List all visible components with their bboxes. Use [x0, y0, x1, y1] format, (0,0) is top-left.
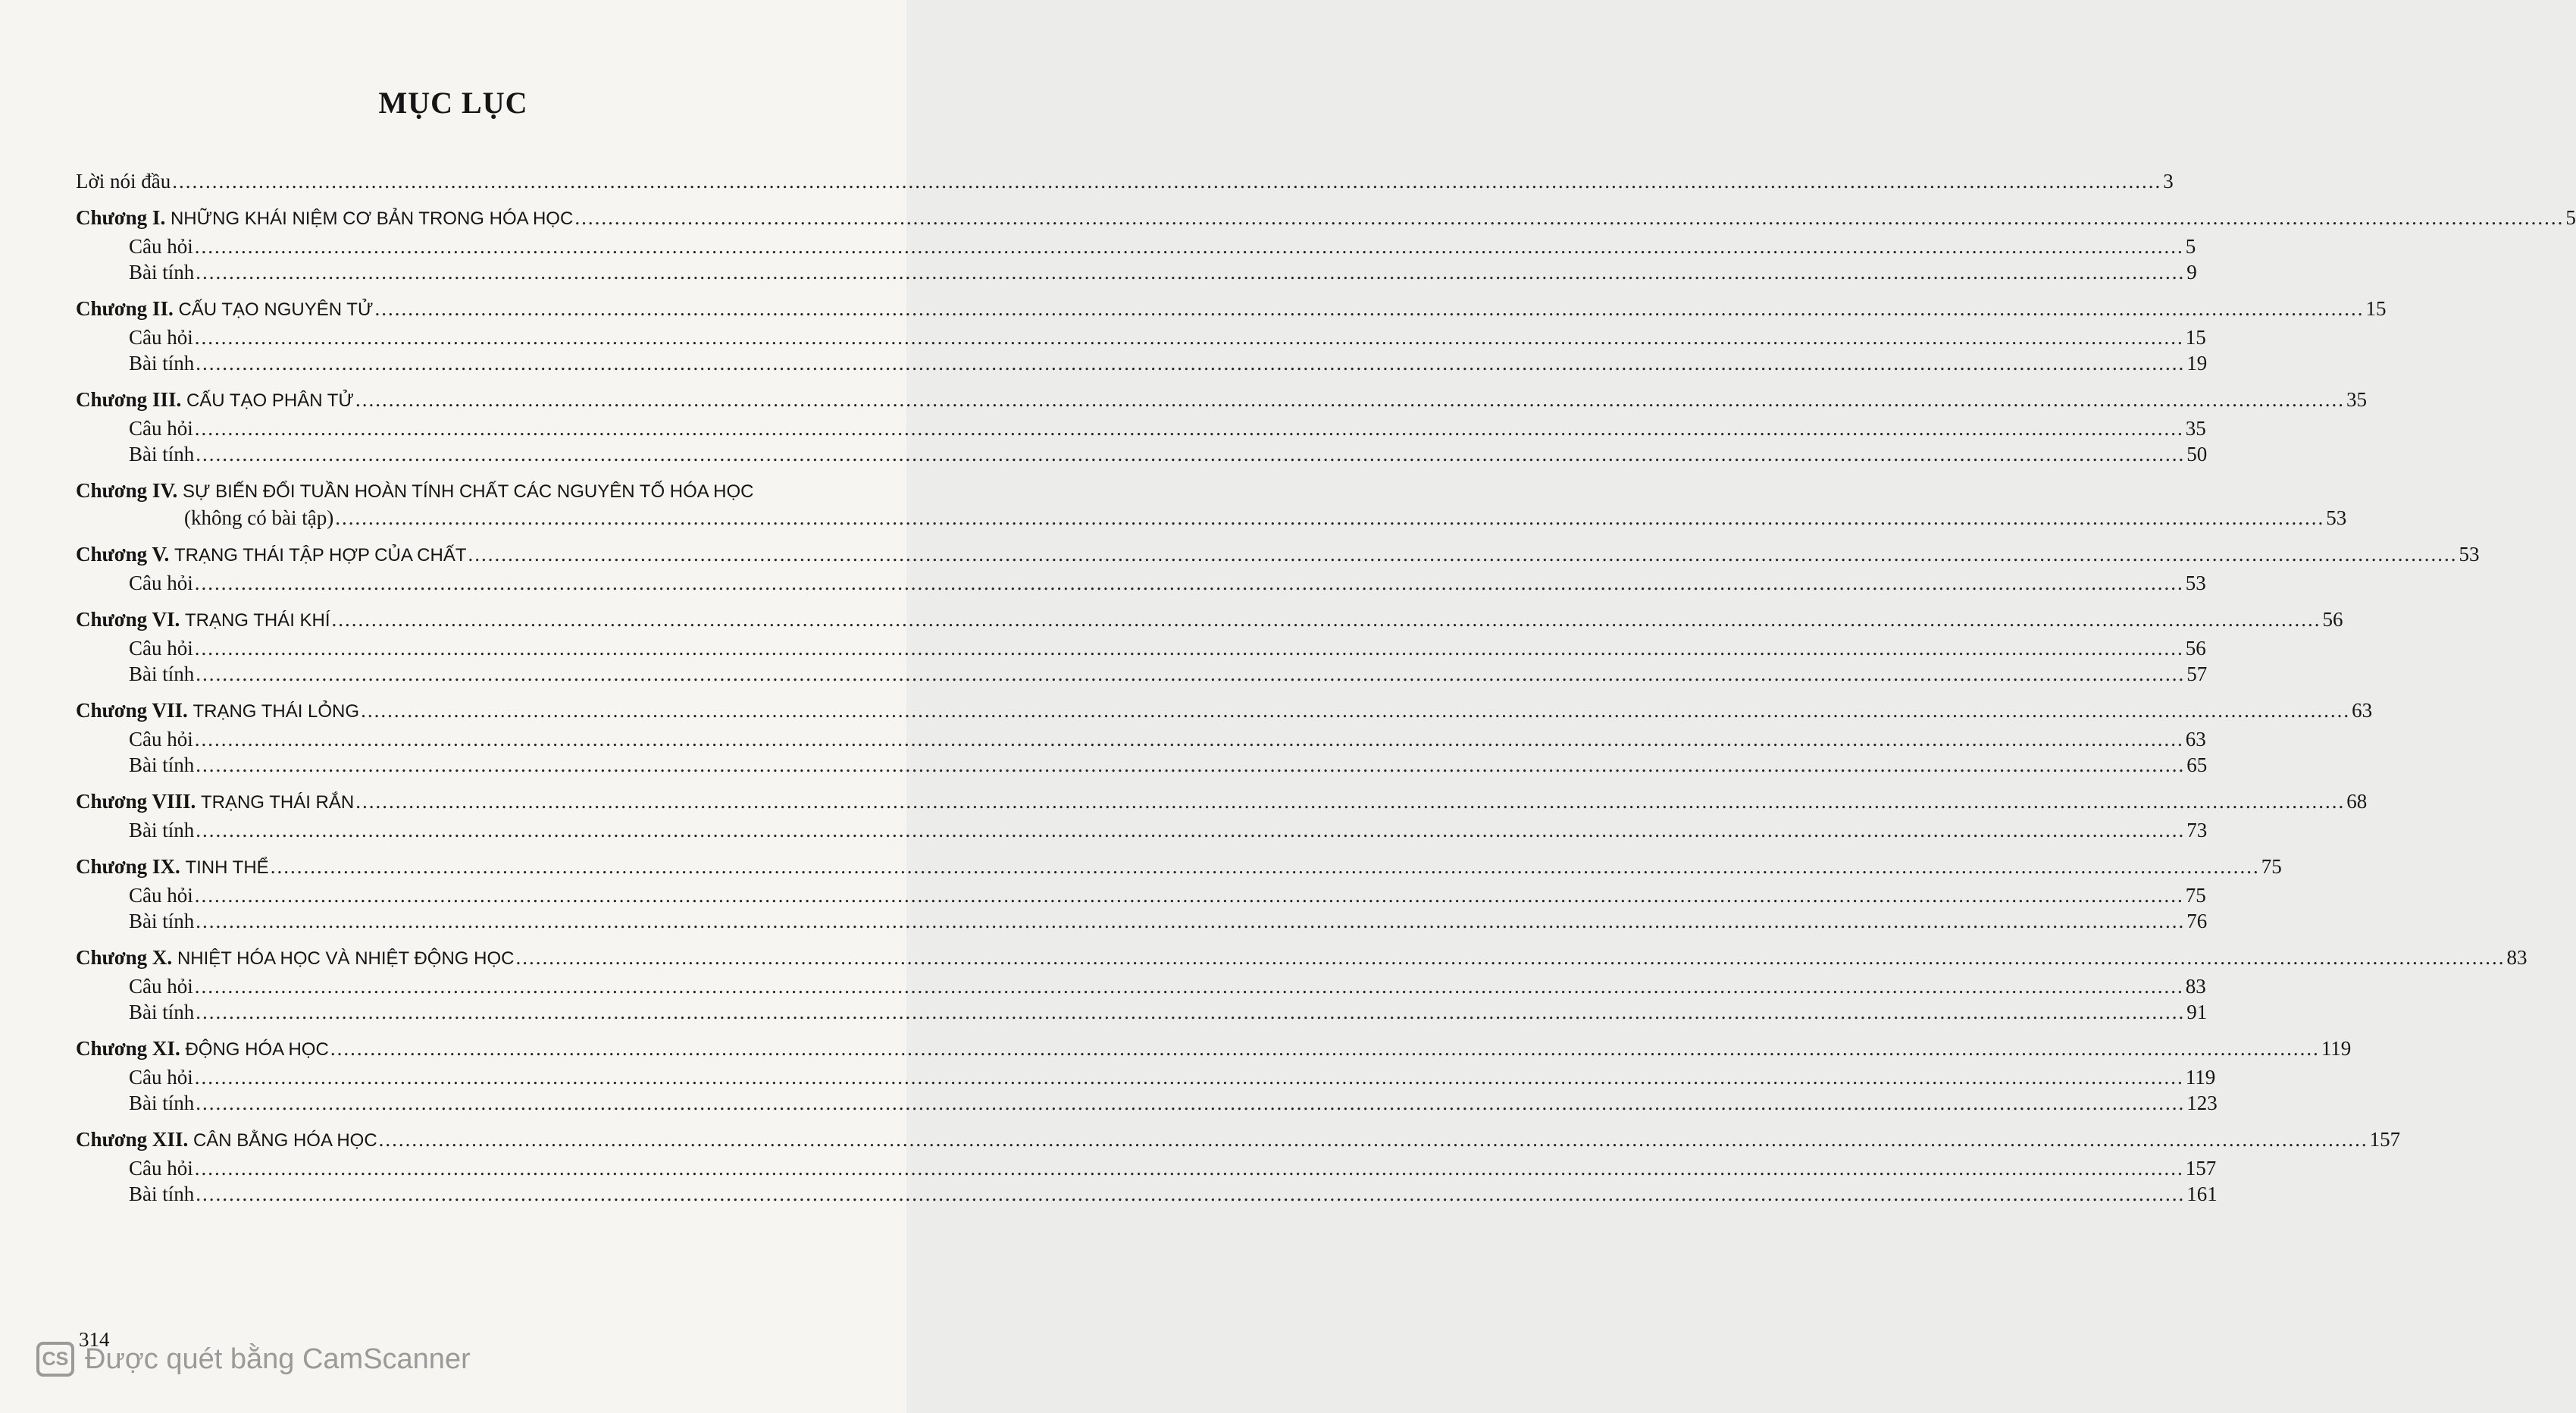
- chapter-list: [76, 205, 2576, 1207]
- toc-page-number: 56: [2185, 637, 2206, 660]
- toc-entry-chapter: [76, 788, 2368, 816]
- dot-leader: ............................................................................................................................................................................................................................................................................................................: [194, 572, 2184, 594]
- chapter-heading: [76, 945, 514, 972]
- chapter-title: NHIỆT HÓA HỌC VÀ NHIỆT ĐỘNG HỌC: [177, 948, 515, 969]
- dot-leader: ............................................................................................................................................................................................................................................................................................................: [331, 608, 2321, 631]
- dot-leader: ............................................................................................................................................................................................................................................................................................................: [361, 699, 2351, 722]
- toc-page-number: 65: [2186, 753, 2208, 776]
- toc-entry-chapter: [76, 541, 2480, 569]
- chapter-prefix: Chương X.: [76, 946, 173, 969]
- dot-leader: ............................................................................................................................................................................................................................................................................................................: [196, 819, 2186, 841]
- toc-entry-chapter: [76, 697, 2373, 725]
- toc-page-number: 157: [2185, 1157, 2217, 1180]
- toc-page-number: 83: [2185, 975, 2206, 998]
- toc-entry-chapter: [76, 854, 2282, 881]
- chapter-title: CẤU TẠO NGUYÊN TỬ: [178, 299, 374, 320]
- section-label: Câu hỏi: [129, 1157, 193, 1180]
- table-of-contents: [76, 168, 2576, 1207]
- dot-leader: ............................................................................................................................................................................................................................................................................................................: [196, 352, 2186, 374]
- toc-page-number: 76: [2186, 910, 2208, 932]
- dot-leader: ............................................................................................................................................................................................................................................................................................................: [194, 1066, 2184, 1089]
- chapter-heading: [76, 606, 330, 634]
- toc-page-number: 50: [2186, 443, 2208, 465]
- section-label: Câu hỏi: [129, 235, 193, 258]
- section-label: Bài tính: [129, 1183, 195, 1205]
- toc-entry-label: Lời nói đầu: [76, 170, 171, 193]
- dot-leader: ............................................................................................................................................................................................................................................................................................................: [196, 663, 2186, 685]
- toc-page-number: 119: [2185, 1066, 2216, 1089]
- chapter-title: CẤU TẠO PHÂN TỬ: [186, 390, 354, 411]
- chapter-prefix: Chương III.: [76, 388, 182, 411]
- dot-leader: ............................................................................................................................................................................................................................................................................................................: [355, 388, 2345, 411]
- chapter-prefix: Chương I.: [76, 206, 166, 229]
- toc-page-number: 73: [2186, 819, 2208, 841]
- toc-entry-section: [76, 726, 2206, 752]
- toc-page-number: 53: [2326, 506, 2347, 529]
- chapter-note: (không có bài tập): [184, 506, 334, 529]
- toc-entry-section: [76, 570, 2206, 596]
- page-number: 314: [79, 1328, 110, 1351]
- toc-entry-section: [76, 259, 2197, 285]
- toc-entry-section: [76, 635, 2206, 661]
- toc-entry-section: [76, 350, 2208, 376]
- dot-leader: ............................................................................................................................................................................................................................................................................................................: [196, 443, 2186, 465]
- toc-page-number: 53: [2185, 572, 2206, 594]
- toc-entry-section: [76, 752, 2208, 778]
- chapter-prefix: Chương XII.: [76, 1128, 189, 1151]
- toc-page-number: 161: [2186, 1183, 2218, 1205]
- toc-entry-chapter: [76, 205, 2576, 232]
- dot-leader: ............................................................................................................................................................................................................................................................................................................: [194, 728, 2184, 750]
- toc-entry-chapter: [76, 387, 2367, 414]
- toc-page-number: 35: [2185, 417, 2206, 440]
- dot-leader: ............................................................................................................................................................................................................................................................................................................: [194, 1157, 2184, 1180]
- toc-page-number: 123: [2186, 1092, 2218, 1114]
- toc-entry-section: [76, 324, 2206, 350]
- toc-entry-chapter: [76, 478, 860, 505]
- page-title: MỤC LỤC: [378, 86, 528, 120]
- chapter-prefix: Chương VIII.: [76, 790, 196, 813]
- section-label: Bài tính: [129, 1001, 195, 1023]
- dot-leader: ............................................................................................................................................................................................................................................................................................................: [172, 170, 2162, 193]
- dot-leader: ............................................................................................................................................................................................................................................................................................................: [194, 326, 2184, 349]
- chapter-title: TRẠNG THÁI LỎNG: [192, 701, 360, 722]
- camscanner-logo: CS: [36, 1342, 74, 1377]
- chapter-prefix: Chương XI.: [76, 1037, 180, 1060]
- camscanner-watermark: [36, 1342, 471, 1377]
- chapter-heading: [76, 387, 354, 414]
- toc-entry-chapter: [76, 1126, 2401, 1154]
- dot-leader: ............................................................................................................................................................................................................................................................................................................: [270, 855, 2260, 878]
- toc-page-number: 5: [2565, 206, 2576, 229]
- chapter-heading: [76, 788, 354, 816]
- toc-page-number: 75: [2185, 884, 2206, 907]
- dot-leader: ............................................................................................................................................................................................................................................................................................................: [194, 417, 2184, 440]
- chapter-prefix: Chương IV.: [76, 479, 178, 502]
- toc-page-number: 63: [2352, 699, 2373, 722]
- section-label: Câu hỏi: [129, 975, 193, 998]
- toc-page-number: 35: [2346, 388, 2367, 411]
- chapter-heading: [76, 541, 467, 569]
- chapter-prefix: Chương VI.: [76, 608, 180, 631]
- toc-page-number: 63: [2185, 728, 2206, 750]
- dot-leader: ............................................................................................................................................................................................................................................................................................................: [355, 790, 2346, 813]
- chapter-heading: [76, 205, 573, 232]
- dot-leader: ............................................................................................................................................................................................................................................................................................................: [468, 543, 2458, 566]
- toc-page-number: 56: [2322, 608, 2343, 631]
- chapter-prefix: Chương IX.: [76, 855, 180, 878]
- chapter-title: CÂN BẰNG HÓA HỌC: [192, 1130, 377, 1151]
- toc-entry-section: [76, 233, 2196, 259]
- chapter-heading: [76, 1035, 329, 1063]
- toc-page-number: 75: [2261, 855, 2282, 878]
- toc-entry-chapter: [76, 606, 2343, 634]
- dot-leader: ............................................................................................................................................................................................................................................................................................................: [335, 506, 2325, 529]
- toc-page-number: 9: [2186, 261, 2197, 284]
- toc-page-number: 157: [2369, 1128, 2401, 1151]
- dot-leader: ............................................................................................................................................................................................................................................................................................................: [330, 1037, 2320, 1060]
- section-label: Bài tính: [129, 819, 195, 841]
- dot-leader: ............................................................................................................................................................................................................................................................................................................: [194, 975, 2184, 998]
- chapter-prefix: Chương V.: [76, 543, 170, 566]
- toc-entry-chapter: [76, 1035, 2352, 1063]
- toc-entry-section: [76, 882, 2206, 908]
- chapter-title: ĐỘNG HÓA HỌC: [185, 1039, 329, 1060]
- chapter-title: TRẠNG THÁI TẬP HỢP CỦA CHẤT: [174, 545, 467, 566]
- chapter-prefix: Chương II.: [76, 297, 174, 320]
- toc-page-number: 57: [2186, 663, 2208, 685]
- dot-leader: ............................................................................................................................................................................................................................................................................................................: [194, 884, 2184, 907]
- toc-entry-section: [76, 973, 2206, 999]
- toc-page-number: 91: [2186, 1001, 2208, 1023]
- section-label: Câu hỏi: [129, 728, 193, 750]
- section-label: Bài tính: [129, 1092, 195, 1114]
- dot-leader: ............................................................................................................................................................................................................................................................................................................: [196, 1183, 2186, 1205]
- dot-leader: ............................................................................................................................................................................................................................................................................................................: [196, 261, 2186, 284]
- toc-page-number: 15: [2185, 326, 2206, 349]
- dot-leader: ............................................................................................................................................................................................................................................................................................................: [196, 753, 2186, 776]
- chapter-title: SỰ BIẾN ĐỔI TUẦN HOÀN TÍNH CHẤT CÁC NGUYÊN TỐ HÓA HỌC: [182, 481, 754, 502]
- dot-leader: ............................................................................................................................................................................................................................................................................................................: [374, 297, 2365, 320]
- toc-entry-section: [76, 817, 2208, 843]
- toc-entry-section: [76, 1181, 2218, 1207]
- chapter-heading: [76, 296, 373, 323]
- toc-entry-preface: [76, 168, 2174, 194]
- toc-entry-chapter-note: [76, 505, 2347, 531]
- section-label: Bài tính: [129, 663, 195, 685]
- section-label: Bài tính: [129, 443, 195, 465]
- toc-page-number: 119: [2321, 1037, 2352, 1060]
- dot-leader: ............................................................................................................................................................................................................................................................................................................: [194, 235, 2184, 258]
- section-label: Câu hỏi: [129, 572, 193, 594]
- dot-leader: ............................................................................................................................................................................................................................................................................................................: [194, 637, 2184, 660]
- dot-leader: ............................................................................................................................................................................................................................................................................................................: [574, 206, 2565, 229]
- chapter-title: TRẠNG THÁI RẮN: [200, 792, 355, 813]
- toc-page-number: 83: [2506, 946, 2527, 969]
- toc-entry-chapter: [76, 296, 2387, 323]
- toc-page-number: 3: [2163, 170, 2174, 193]
- dot-leader: ............................................................................................................................................................................................................................................................................................................: [196, 1001, 2186, 1023]
- toc-entry-section: [76, 415, 2206, 441]
- section-label: Bài tính: [129, 910, 195, 932]
- chapter-heading: [76, 697, 359, 725]
- toc-entry-chapter: [76, 945, 2527, 972]
- section-label: Câu hỏi: [129, 637, 193, 660]
- dot-leader: ............................................................................................................................................................................................................................................................................................................: [196, 1092, 2186, 1114]
- dot-leader: ............................................................................................................................................................................................................................................................................................................: [378, 1128, 2368, 1151]
- chapter-prefix: Chương VII.: [76, 699, 188, 722]
- chapter-title: TRẠNG THÁI KHÍ: [184, 610, 330, 631]
- toc-page-number: 68: [2346, 790, 2368, 813]
- toc-entry-section: [76, 1064, 2216, 1090]
- toc-entry-section: [76, 908, 2208, 934]
- toc-entry-section: [76, 1090, 2218, 1116]
- section-label: Bài tính: [129, 261, 195, 284]
- toc-entry-section: [76, 661, 2208, 687]
- section-label: Bài tính: [129, 753, 195, 776]
- toc-entry-section: [76, 999, 2208, 1025]
- chapter-heading: [76, 854, 269, 881]
- toc-entry-section: [76, 441, 2208, 467]
- chapter-heading: [76, 1126, 377, 1154]
- watermark-text: Được quét bằng CamScanner: [85, 1343, 471, 1375]
- toc-page-number: 15: [2365, 297, 2387, 320]
- chapter-title: TINH THỂ: [185, 857, 269, 878]
- section-label: Câu hỏi: [129, 1066, 193, 1089]
- dot-leader: ............................................................................................................................................................................................................................................................................................................: [515, 946, 2506, 969]
- section-label: Bài tính: [129, 352, 195, 374]
- dot-leader: ............................................................................................................................................................................................................................................................................................................: [196, 910, 2186, 932]
- toc-entry-section: [76, 1155, 2217, 1181]
- section-label: Câu hỏi: [129, 417, 193, 440]
- chapter-title: NHỮNG KHÁI NIỆM CƠ BẢN TRONG HÓA HỌC: [170, 208, 574, 229]
- toc-page-number: 19: [2186, 352, 2208, 374]
- toc-page-number: 53: [2459, 543, 2480, 566]
- section-label: Câu hỏi: [129, 884, 193, 907]
- section-label: Câu hỏi: [129, 326, 193, 349]
- toc-page-number: 5: [2185, 235, 2196, 258]
